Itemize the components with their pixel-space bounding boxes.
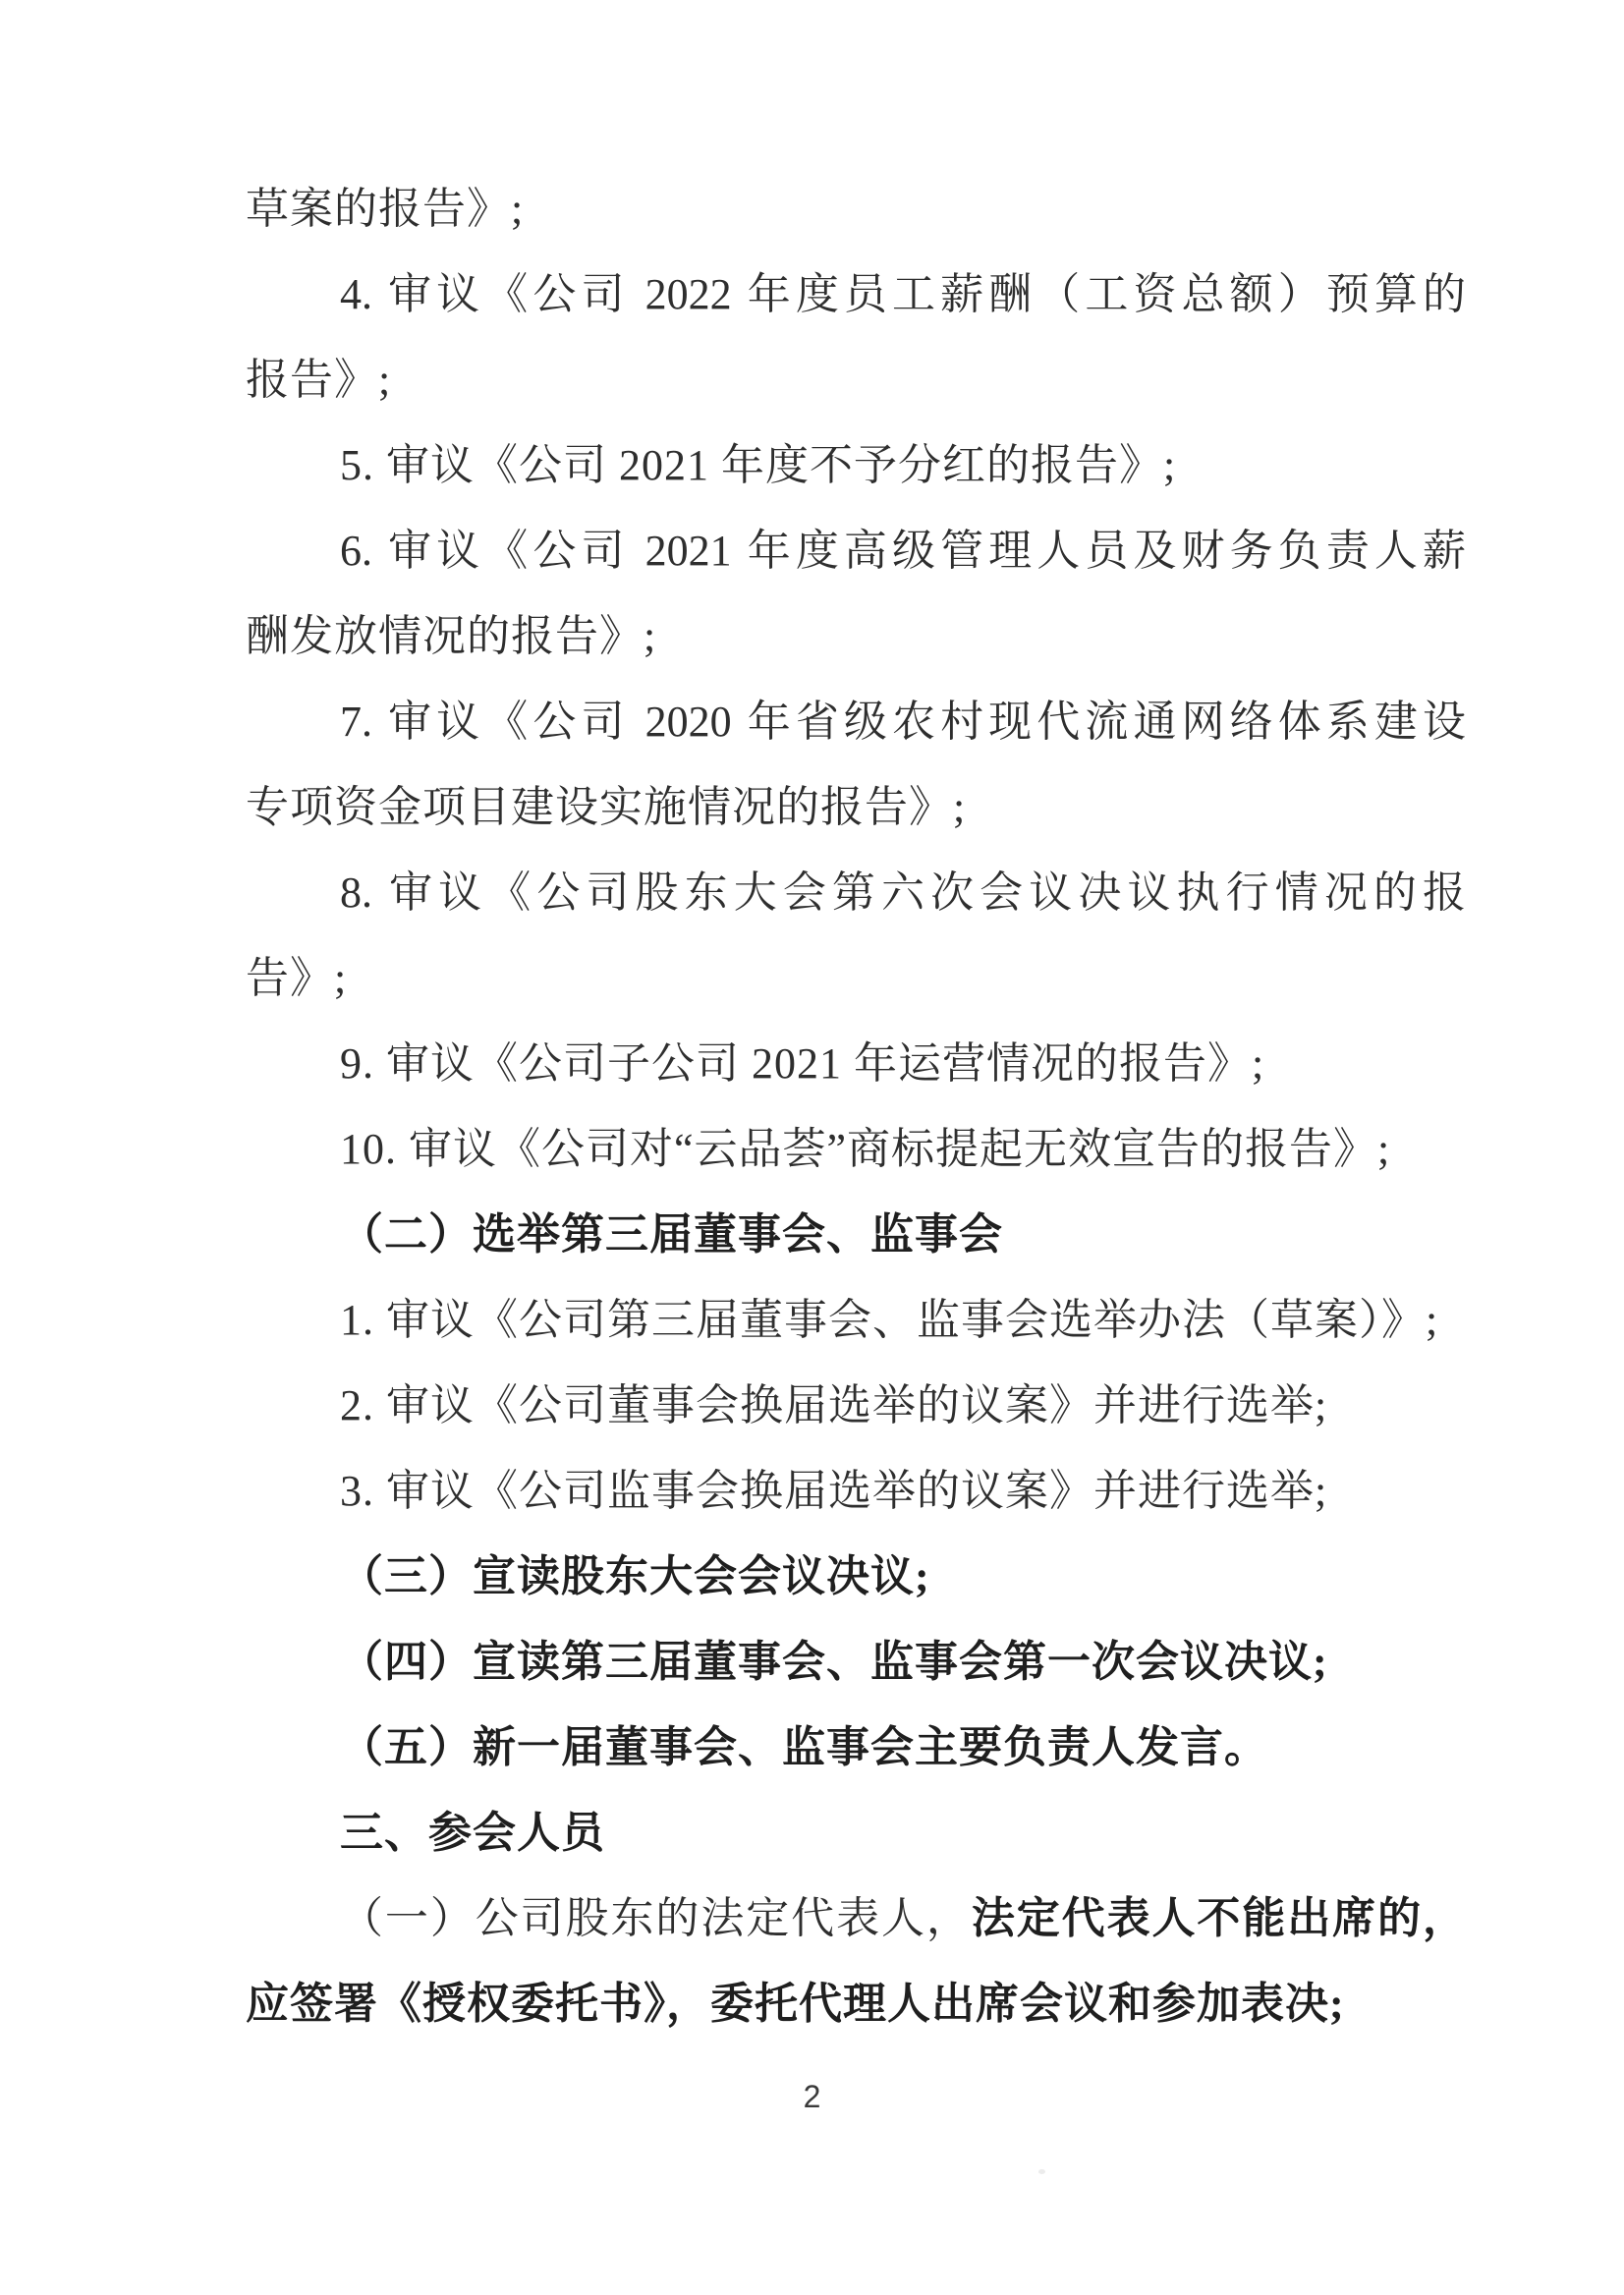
document-line: [246, 1192, 1466, 1277]
line-segment: （五）新一届董事会、监事会主要负责人发言。: [340, 1723, 1268, 1771]
line-segment: （四）宣读第三届董事会、监事会第一次会议决议;: [340, 1638, 1328, 1686]
document-line: [246, 252, 1466, 337]
document-line: [246, 593, 1466, 679]
document-line: [246, 422, 1466, 508]
line-segment: 酬发放情况的报告》;: [246, 612, 657, 660]
document-line: [246, 1961, 1466, 2046]
document-line: [246, 1619, 1466, 1705]
page-number: 2: [803, 2079, 821, 2114]
document-line: [246, 1021, 1466, 1106]
line-segment: （一）公司股东的法定代表人，: [340, 1894, 972, 1942]
line-segment: 法定代表人不能出席的，: [971, 1894, 1467, 1942]
line-segment: 告》;: [246, 954, 348, 1002]
document-line: [246, 508, 1466, 593]
document-line: [246, 935, 1466, 1021]
scan-speck: [1038, 2169, 1045, 2174]
document-line: [246, 764, 1466, 850]
line-segment: 6. 审议《公司 2021 年度高级管理人员及财务负责人薪: [340, 527, 1466, 575]
line-segment: 报告》;: [246, 356, 392, 404]
line-segment: 8. 审议《公司股东大会第六次会议决议执行情况的报: [340, 868, 1466, 917]
document-line: [246, 679, 1466, 764]
document-line: [246, 1277, 1466, 1363]
line-segment: （二）选举第三届董事会、监事会: [340, 1210, 1003, 1259]
line-segment: （三）宣读股东大会会议决议;: [340, 1552, 930, 1600]
document-line: [246, 1448, 1466, 1534]
document-line: [246, 1875, 1466, 1961]
line-segment: 1. 审议《公司第三届董事会、监事会选举办法（草案）》;: [340, 1296, 1439, 1344]
line-segment: 4. 审议《公司 2022 年度员工薪酬（工资总额）预算的: [340, 270, 1466, 318]
document-body: [246, 166, 1466, 2046]
line-segment: 三、参会人员: [340, 1809, 605, 1857]
document-line: [246, 1705, 1466, 1790]
document-line: [246, 850, 1466, 935]
line-segment: 7. 审议《公司 2020 年省级农村现代流通网络体系建设: [340, 698, 1466, 746]
line-segment: 3. 审议《公司监事会换届选举的议案》并进行选举;: [340, 1467, 1328, 1515]
document-line: [246, 337, 1466, 422]
document-line: [246, 1534, 1466, 1619]
document-line: [246, 1790, 1466, 1875]
document-line: [246, 166, 1466, 252]
line-segment: 2. 审议《公司董事会换届选举的议案》并进行选举;: [340, 1381, 1328, 1429]
line-segment: 5. 审议《公司 2021 年度不予分红的报告》;: [340, 441, 1177, 489]
document-line: [246, 1106, 1466, 1192]
line-segment: 9. 审议《公司子公司 2021 年运营情况的报告》;: [340, 1039, 1265, 1088]
line-segment: 应签署《授权委托书》，委托代理人出席会议和参加表决;: [246, 1980, 1345, 2028]
line-segment: 草案的报告》;: [246, 185, 525, 233]
line-segment: 专项资金项目建设实施情况的报告》;: [246, 783, 967, 831]
line-segment: 10. 审议《公司对“云品荟”商标提起无效宣告的报告》;: [340, 1125, 1391, 1173]
document-line: [246, 1363, 1466, 1448]
